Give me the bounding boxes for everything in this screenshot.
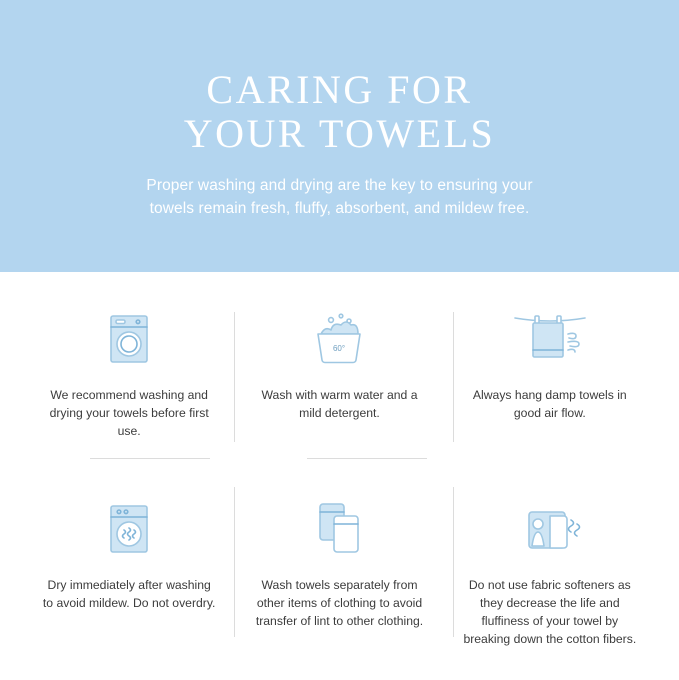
tip-card-6 [445,480,655,670]
tip-card-5 [234,480,444,670]
page-subtitle: Proper washing and drying are the key to ensuring your towels remain fresh, fluffy, absorbent, and mildew free. [146,177,533,217]
tip-text-1: We recommend washing and drying your towels before first use. [49,388,209,438]
tip-text-6: Do not use fabric softeners as they decrease the life and fluffiness of your towel by breaking down the cotton fibers. [463,578,637,646]
hero-banner [0,0,679,272]
tumble-dryer-icon [98,494,160,564]
tip-card-1 [24,290,234,480]
wash-temperature-label: 60° [333,344,346,353]
page-title [144,68,536,156]
hanging-towel-clothesline-icon [511,304,589,374]
page-title-line-2: YOUR TOWELS [183,111,496,156]
tip-card-4 [24,480,234,670]
tip-text-4: Dry immediately after washing to avoid mildew. Do not overdry. [42,578,216,610]
no-fabric-softener-icon [514,494,586,564]
two-towels-separate-icon [304,494,374,564]
tip-card-2 [234,290,444,480]
page-title-line-1: CARING FOR [206,67,473,112]
washing-machine-icon [98,304,160,374]
tip-text-5: Wash towels separately from other items of clothing to avoid transfer of lint to other clothing. [255,578,424,628]
tip-text-3: Always hang damp towels in good air flow. [472,388,627,420]
care-tips-grid [0,272,679,680]
tip-text-2: Wash with warm water and a mild detergent. [261,388,418,420]
wash-basin-bubbles-icon [301,304,377,374]
tip-card-3 [445,290,655,480]
